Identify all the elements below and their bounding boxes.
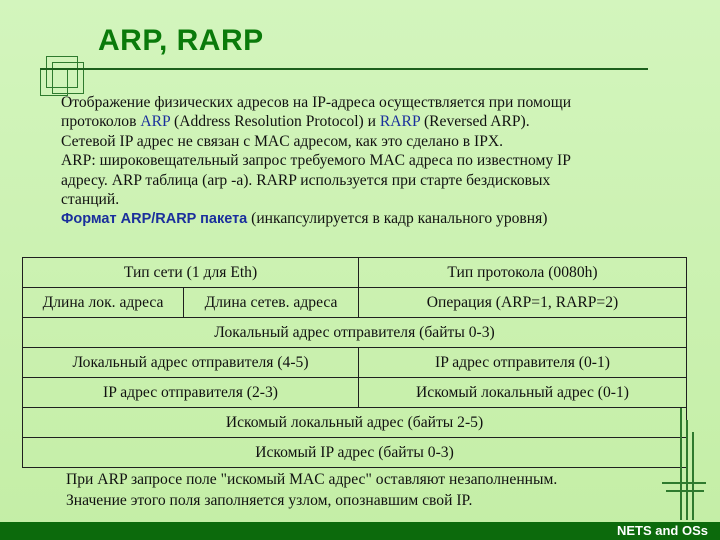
field-protocol-type: Тип протокола (0080h) xyxy=(359,258,687,288)
field-target-local-address-0-1: Искомый локальный адрес (0-1) xyxy=(359,378,687,408)
intro-line-5: адресу. ARP таблица (arp -a). RARP используется при старте бездисковых xyxy=(61,171,551,189)
title-underline xyxy=(40,68,648,70)
table-row xyxy=(23,408,687,438)
decor-hline-2 xyxy=(666,490,704,492)
rarp-term: RARP xyxy=(379,113,421,131)
field-target-ip-0-3: Искомый IP адрес (байты 0-3) xyxy=(23,438,687,468)
field-sender-ip-2-3: IP адрес отправителя (2-3) xyxy=(23,378,359,408)
intro-text-segment: протоколов xyxy=(61,113,141,131)
field-local-address-length: Длина лок. адреса xyxy=(23,288,184,318)
intro-line-3: Сетевой IP адрес не связан с MAC адресом, как это сделано в IPX. xyxy=(61,132,504,150)
intro-text-segment: (Address Resolution Protocol) и xyxy=(170,113,380,131)
decor-vline-3 xyxy=(692,432,694,520)
table-row xyxy=(23,378,687,408)
field-network-address-length: Длина сетев. адреса xyxy=(184,288,359,318)
table-row xyxy=(23,348,687,378)
decor-vline-2 xyxy=(686,420,688,520)
packet-format-table xyxy=(22,257,687,468)
decor-hline-1 xyxy=(662,482,706,484)
intro-line-4: ARP: широковещательный запрос требуемого MAC адреса по известному IP xyxy=(61,152,571,170)
table-row xyxy=(23,288,687,318)
intro-line-2 xyxy=(61,112,661,131)
footer-label: NETS and OSs xyxy=(616,523,708,538)
table-row xyxy=(23,258,687,288)
table-row xyxy=(23,438,687,468)
field-sender-ip-0-1: IP адрес отправителя (0-1) xyxy=(359,348,687,378)
field-sender-local-address-4-5: Локальный адрес отправителя (4-5) xyxy=(23,348,359,378)
note-text xyxy=(66,469,666,511)
table-row xyxy=(23,318,687,348)
field-sender-local-address-0-3: Локальный адрес отправителя (байты 0-3) xyxy=(23,318,687,348)
intro-line-7 xyxy=(61,209,661,229)
intro-text-segment: (Reversed ARP). xyxy=(420,113,530,131)
field-network-type: Тип сети (1 для Eth) xyxy=(23,258,359,288)
field-operation: Операция (ARP=1, RARP=2) xyxy=(359,288,687,318)
intro-text-segment: (инкапсулируется в кадр канального уровня) xyxy=(247,210,548,228)
intro-line-6: станций. xyxy=(61,191,120,209)
note-line-2: Значение этого поля заполняется узлом, опознавшим свой IP. xyxy=(66,492,473,509)
decor-vline-1 xyxy=(680,408,682,520)
packet-format-heading: Формат ARP/RARP пакета xyxy=(61,211,248,228)
intro-text xyxy=(61,93,661,230)
field-target-local-address-2-5: Искомый локальный адрес (байты 2-5) xyxy=(23,408,687,438)
decor-square-3 xyxy=(40,68,68,96)
note-line-1: При ARP запросе поле "искомый MAC адрес" оставляют незаполненным. xyxy=(66,471,558,488)
footer-bar xyxy=(0,522,720,540)
intro-line-1: Отображение физических адресов на IP-адреса осуществляется при помощи xyxy=(61,94,572,111)
arp-term: ARP xyxy=(140,113,171,131)
slide-title: ARP, RARP xyxy=(98,24,264,57)
